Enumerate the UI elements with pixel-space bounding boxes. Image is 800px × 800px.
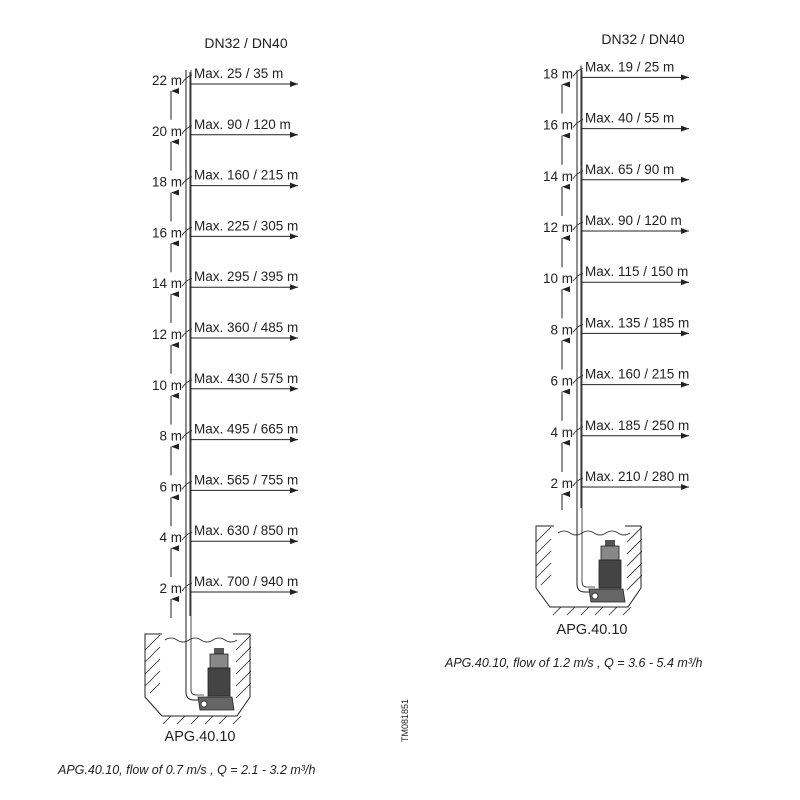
right-height-label: 16 m	[542, 117, 573, 133]
right-caption: APG.40.10, flow of 1.2 m/s , Q = 3.6 - 5.4 m³/h	[445, 656, 703, 670]
left-sump	[145, 634, 251, 724]
right-max-length-label: Max. 40 / 55 m	[585, 110, 675, 126]
left-height-label: 10 m	[151, 377, 182, 393]
right-rows	[543, 59, 689, 592]
right-height-label: 12 m	[542, 220, 573, 235]
right-height-label: 6 m	[550, 373, 573, 389]
right-max-length-label: Max. 210 / 280 m	[585, 469, 690, 484]
left-header: DN32 / DN40	[204, 35, 288, 51]
left-max-length-label: Max. 225 / 305 m	[194, 218, 299, 234]
left-max-length-label: Max. 630 / 850 m	[194, 523, 299, 539]
right-pump-icon	[589, 540, 625, 602]
left-height-label: 18 m	[151, 174, 182, 190]
left-max-length-label: Max. 90 / 120 m	[194, 116, 291, 132]
left-height-label: 12 m	[151, 327, 182, 342]
left-max-length-label: Max. 160 / 215 m	[194, 167, 299, 183]
left-pump-icon	[198, 648, 234, 710]
left-max-length-label: Max. 25 / 35 m	[194, 66, 284, 81]
right-height-label: 18 m	[542, 66, 573, 82]
right-max-length-label: Max. 90 / 120 m	[585, 213, 682, 228]
right-header: DN32 / DN40	[601, 31, 685, 47]
right-height-label: 2 m	[550, 476, 573, 491]
right-max-length-label: Max. 115 / 150 m	[585, 264, 689, 280]
right-height-label: 10 m	[542, 271, 573, 287]
left-height-label: 2 m	[159, 581, 182, 596]
right-max-length-label: Max. 135 / 185 m	[585, 315, 690, 331]
left-max-length-label: Max. 430 / 575 m	[194, 370, 299, 386]
left-diagram	[57, 35, 315, 777]
figure-code: TM081851	[400, 698, 410, 742]
left-max-length-label: Max. 360 / 485 m	[194, 320, 299, 335]
right-diagram	[444, 31, 702, 670]
left-height-label: 16 m	[151, 225, 182, 241]
right-height-label: 8 m	[550, 322, 573, 338]
left-height-label: 6 m	[159, 479, 182, 495]
left-caption: APG.40.10, flow of 0.7 m/s , Q = 2.1 - 3.2 m³/h	[58, 763, 316, 777]
right-max-length-label: Max. 65 / 90 m	[585, 161, 675, 177]
left-max-length-label: Max. 495 / 665 m	[194, 421, 299, 437]
left-height-label: 20 m	[151, 123, 182, 139]
right-height-label: 14 m	[542, 168, 573, 184]
left-pump-label: APG.40.10	[164, 729, 236, 745]
left-height-label: 4 m	[159, 530, 182, 546]
left-max-length-label: Max. 295 / 395 m	[194, 269, 299, 285]
right-max-length-label: Max. 185 / 250 m	[585, 417, 690, 433]
left-height-label: 8 m	[159, 428, 182, 444]
left-height-label: 22 m	[151, 73, 182, 88]
left-max-length-label: Max. 700 / 940 m	[194, 574, 299, 589]
left-height-label: 14 m	[151, 276, 182, 292]
left-rows	[152, 66, 298, 700]
right-height-label: 4 m	[550, 424, 573, 440]
left-max-length-label: Max. 565 / 755 m	[194, 472, 299, 488]
right-sump	[536, 526, 642, 615]
right-max-length-label: Max. 19 / 25 m	[585, 59, 675, 75]
right-main-pipe	[577, 70, 595, 592]
right-max-length-label: Max. 160 / 215 m	[585, 366, 690, 382]
right-pump-label: APG.40.10	[556, 622, 628, 638]
